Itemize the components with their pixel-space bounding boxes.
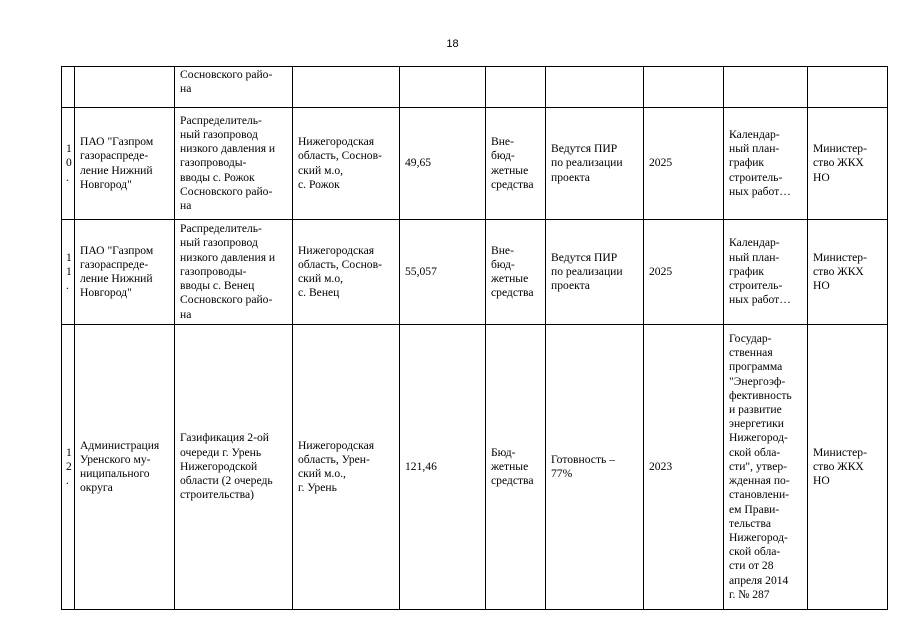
projects-table [61,66,888,610]
row-number-cell: 11. [62,220,75,325]
ministry-cell [808,67,888,108]
funding-cell: Вне- бюд- жетные средства [486,108,546,220]
location-cell: Нижегородская область, Соснов- ский м.о, с. Рожок [293,108,400,220]
status-cell: Ведутся ПИР по реализации проекта [546,220,644,325]
program-cell: Календар- ный план- график строитель- ных работ… [724,108,808,220]
location-cell [293,67,400,108]
year-cell: 2025 [644,220,724,325]
location-cell: Нижегородская область, Соснов- ский м.о, с. Венец [293,220,400,325]
funding-cell [486,67,546,108]
program-cell: Календар- ный план- график строитель- ных работ… [724,220,808,325]
row-number-cell: 10. [62,108,75,220]
length-cell [400,67,486,108]
row-number-cell: 12. [62,325,75,610]
year-cell: 2023 [644,325,724,610]
organization-cell: Администрация Уренского му- ниципального округа [75,325,175,610]
length-cell: 49,65 [400,108,486,220]
ministry-cell: Министер- ство ЖКХ НО [808,325,888,610]
year-cell: 2025 [644,108,724,220]
funding-cell: Вне- бюд- жетные средства [486,220,546,325]
organization-cell: ПАО "Газпром газораспреде- ление Нижний Новгород" [75,108,175,220]
object-cell: Распределитель- ный газопровод низкого давления и газопроводы- вводы с. Венец Сосновского райо- на [175,220,293,325]
organization-cell: ПАО "Газпром газораспреде- ление Нижний Новгород" [75,220,175,325]
ministry-cell: Министер- ство ЖКХ НО [808,108,888,220]
organization-cell [75,67,175,108]
length-cell: 121,46 [400,325,486,610]
location-cell: Нижегородская область, Урен- ский м.о., г. Урень [293,325,400,610]
table-row [62,108,888,220]
table-row [62,67,888,108]
table-row [62,325,888,610]
object-cell: Сосновского райо- на [175,67,293,108]
page-number: 18 [446,38,459,50]
row-number-cell [62,67,75,108]
program-cell [724,67,808,108]
object-cell: Распределитель- ный газопровод низкого давления и газопроводы- вводы с. Рожок Сосновского райо- на [175,108,293,220]
status-cell [546,67,644,108]
year-cell [644,67,724,108]
program-cell: Государ- ственная программа "Энергоэф- фективность и развитие энергетики Нижегород- ской обла- сти", утвер- жденная по- становлени- ем Прави- тельства Нижегород- ской обла- сти от 28 апреля 2014 г. № 287 [724,325,808,610]
funding-cell: Бюд- жетные средства [486,325,546,610]
ministry-cell: Министер- ство ЖКХ НО [808,220,888,325]
object-cell: Газификация 2-ой очереди г. Урень Нижегородской области (2 очередь строительства) [175,325,293,610]
length-cell: 55,057 [400,220,486,325]
status-cell: Готовность – 77% [546,325,644,610]
table-row [62,220,888,325]
status-cell: Ведутся ПИР по реализации проекта [546,108,644,220]
